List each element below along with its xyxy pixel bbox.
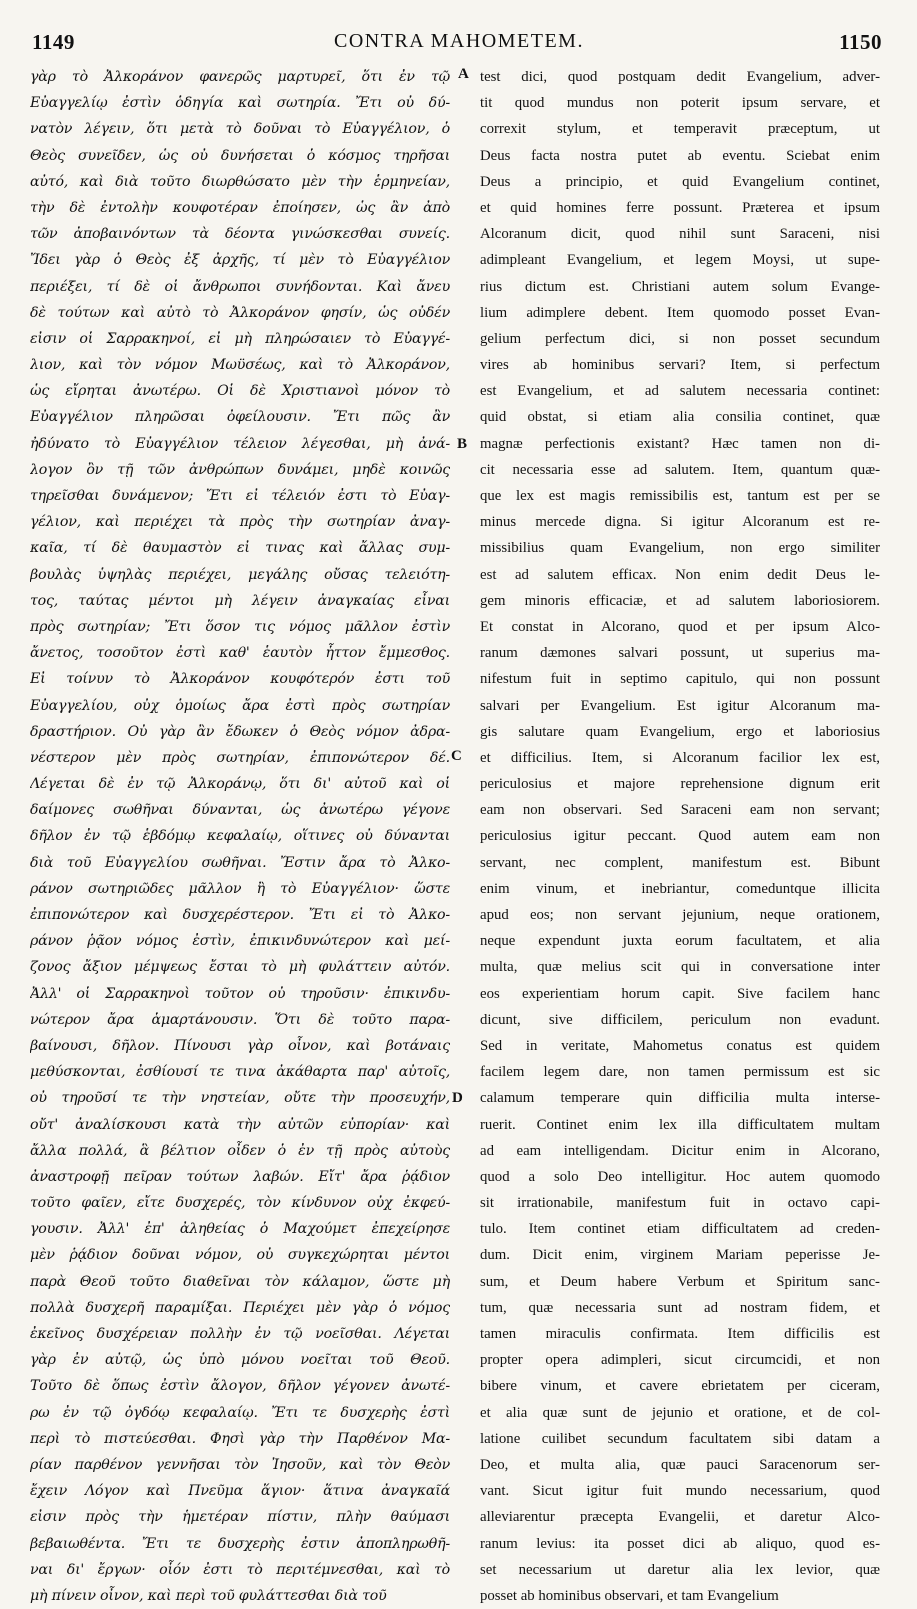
latin-text-line: Deus facta nostra putet ab eventu. Sciebat enim [480,147,880,164]
greek-text-line: πολλὰ δυσχερῆ παραμίξαι. Περιέχει μὲν γὰρ ὁ νόμος [30,1299,450,1316]
latin-text-line: facilem legem dare, non tamen permissum est sic [480,1064,880,1081]
page-number-right: 1150 [839,30,882,54]
greek-text-line: ἐπιπονώτερον καὶ δυσχερέστερον. Ἔτι εἰ τὸ Ἀλκο- [30,907,450,923]
latin-text-line: Et constat in Alcorano, quod et per ipsum Alco- [480,618,880,635]
greek-text-line: γὰρ ἐν αὐτῷ, ὡς ὑπὸ μόνου νοεῖται τοῦ Θεοῦ. [30,1352,450,1369]
greek-text-line: Θεὸς συνεῖδεν, ὡς οὐ δυνήσεται ὁ κόσμος τηρῆσαι [30,147,450,164]
margin-letter-b: B [457,436,468,452]
latin-text-line: adimpleant Evangelium, et legem Moysi, ut supe- [480,252,880,269]
latin-text-line: sit irrationabile, manifestum fuit in octavo capi- [480,1195,880,1212]
latin-text-line: apud eos; non servant jejunium, neque orationem, [480,907,880,923]
latin-text-line: dum. Dicit enim, virginem Mariam peperisse Je- [480,1247,880,1264]
greek-text-line: παρὰ Θεοῦ τοῦτο διαθεῖναι τὸν κάλαμον, ὥστε μὴ [30,1273,450,1290]
latin-text-line: neque expendunt juxta eorum facultatem, et alia [480,933,880,950]
greek-text-line: ὡς εἴρηται ἀνωτέρω. Οἱ δὲ Χριστιανοὶ μόνον τὸ [30,383,450,400]
latin-text-line: eos experientiam horum capit. Sive facilem hanc [480,985,880,1002]
greek-text-line: καῖα, τί δὲ θαυμαστὸν εἰ τινας καὶ ἄλλας συμ- [30,540,450,557]
greek-text-line: μὴ πίνειν οἶνον, καὶ περὶ τοῦ φυλάττεσθαι διὰ τοῦ [30,1587,387,1604]
latin-text-line: minus mercede digna. Si igitur Alcoranum est re- [480,514,880,531]
latin-text-line: et alia quæ sunt de jejunio et oratione, et de col- [480,1404,880,1421]
latin-text-line: tamen miraculis confirmata. Item difficilis est [480,1326,880,1342]
greek-text-line: οὔτ' ἀναλίσκουσι κατὰ τὴν αὐτῶν εὐπορίαν· καὶ [30,1116,450,1133]
latin-text-line: enim vinum, et inebriantur, comeduntque illicita [480,880,880,897]
latin-text-line: et difficilius. Item, si Alcoranum facilior lex est, [480,749,880,766]
greek-text-line: ἄλλα πολλά, ἃ βέλτιον οἶδεν ὁ ἐν τῇ πρὸς αὐτοὺς [30,1142,450,1159]
latin-text-line: gem minoris efficaciæ, et ad salutem laboriosiorem. [480,592,880,609]
latin-text-line: periculosius et majore reprehensione dignum erit [480,776,880,793]
latin-text-line: gelium perfectum dici, si non posset secundum [480,330,880,347]
greek-text-line: ζονος ἄξιον μέμψεως ἔσται τὸ μὴ φυλάττειν αὐτόν. [30,959,450,976]
greek-text-line: νώτερον ἄρα ἁμαρτάνουσιν. Ὅτι δὲ τοῦτο παρα- [30,1011,450,1028]
greek-text-line: νέστερον μὲν πρὸς σωτηρίαν, ἐπιπονώτερον δέ. [30,749,450,766]
latin-text-line: tit quod mundus non poterit ipsum servare, et [480,95,880,112]
greek-text-line: ἀναστροφῇ πεῖραν τούτων λαβών. Εἴτ' ἄρα ῥᾴδιον [30,1168,450,1185]
latin-text-line: ranum levius: ita posset dici ab aliquo, quod es- [480,1535,880,1552]
latin-text-line: est Evangelium, et ad salutem necessaria continet: [480,383,880,400]
greek-text-line: πρὸς σωτηρίαν; Ἔτι ὅσον τις νόμος μᾶλλον ἐστὶν [30,618,450,635]
greek-text-line: διὰ τοῦ Εὐαγγελίου σωθῆναι. Ἔστιν ἄρα τὸ Ἀλκο- [30,854,450,871]
greek-text-line: ρω ἐν τῷ ὀγδόῳ κεφαλαίῳ. Ἔτι τε δυσχερὴς ἐστὶ [30,1404,450,1421]
greek-text-line: περιέξει, τί δὲ οἱ ἄνθρωποι συνήδονται. Καὶ ἄνευ [30,278,450,295]
greek-text-line: ράνον ῥᾷον νόμος ἐστὶν, ἐπικινδυνώτερον καὶ μεί- [30,933,450,950]
latin-text-line: vires ab hominibus servari? Item, si perfectum [480,357,880,374]
latin-text-line: alleviarentur præcepta Evangelii, et daretur Alco- [480,1509,880,1526]
latin-text-line: quod a solo Deo intelligitur. Hoc autem quomodo [480,1168,880,1185]
latin-text-line: Alcoranum dicit, quod nihil sunt Saraceni, nisi [480,226,880,243]
latin-text-line: missibilius quam Evangelium, non ergo similiter [480,540,880,557]
latin-text-line: eam non observari. Sed Saraceni eam non servant; [480,802,880,819]
latin-text-line: posset ab hominibus observari, et tam Evangelium [480,1587,779,1604]
greek-text-line: γουσιν. Ἀλλ' ἐπ' ἀληθείας ὁ Μαχούμετ ἐπεχείρησε [30,1221,450,1238]
greek-text-line: Εὐαγγελίῳ ἐστὶν ὁδηγία καὶ σωτηρία. Ἔτι οὐ δύ- [30,95,450,112]
greek-text-line: οὐ τηροῦσί τε τὴν νηστείαν, οὔτε τὴν προσευχήν, [30,1090,450,1107]
greek-text-line: εἰσιν πρὸς τὴν ἡμετέραν πίστιν, πλὴν θαύμασι [30,1509,450,1526]
greek-text-line: Εὐαγγέλιον πληρῶσαι ὀφείλουσιν. Ἔτι πῶς ἂν [30,409,450,426]
greek-text-line: τῶν ἀποβαινόντων τὰ δέοντα γινώσκεσθαι συνείς. [30,226,450,243]
latin-text-line: nifestum fuit in septimo capitulo, qui non possunt [480,671,880,688]
latin-text-line: cit necessaria esse ad salutem. Item, quantum quæ- [480,461,880,478]
greek-text-line: Λέγεται δὲ ἐν τῷ Ἀλκοράνῳ, ὅτι δι' αὐτοῦ καὶ οἱ [30,776,450,793]
greek-text-line: λιον, καὶ τὸν νόμον Μωϋσέως, καὶ τὸ Ἀλκοράνον, [30,357,450,374]
latin-text-line: rius dictum est. Christiani autem solum Evange- [480,278,880,295]
latin-text-line: latione cuilibet secundum facultatem sibi datam a [480,1430,880,1447]
latin-text-line: vant. Sicut igitur fuit mundo necessarium, quod [480,1483,880,1500]
latin-text-line: test dici, quod postquam dedit Evangelium, adver- [480,69,880,85]
greek-text-line: τος, ταύτας μέντοι μὴ λέγειν ἀναγκαίας εἶναι [30,592,450,609]
greek-text-line: τηρεῖσθαι δυνάμενον; Ἔτι εἰ τέλειόν ἐστι τὸ Εὐαγ- [30,488,450,504]
greek-text-line: Ἴδει γὰρ ὁ Θεὸς ἐξ ἀρχῆς, τί μὲν τὸ Εὐαγγέλιον [30,252,450,269]
greek-text-line: βουλὰς ὑψηλὰς περιέχει, μεγάλης οὔσας τελειότη- [30,566,450,583]
greek-text-line: δαίμονες σωθῆναι δύνανται, ὡς ἀνωτέρω γέγονε [30,802,450,819]
latin-text-line: salvari per Evangelium. Est igitur Alcoranum ma- [480,697,880,714]
greek-text-line: λογον ὂν τῇ τῶν ἀνθρώπων δυνάμει, μηδὲ κοινῶς [30,461,450,478]
latin-text-line: lium adimplere debent. Item quomodo posset Evan- [480,304,880,321]
greek-text-line: βεβαιωθέντα. Ἔτι τε δυσχερὴς ἐστιν ἀποπληρωθῆ- [30,1535,450,1552]
greek-column [30,64,450,1609]
greek-text-line: ναι δι' ἔργων· οἷόν ἐστι τὸ περιτέμνεσθαι, καὶ τὸ [30,1561,450,1578]
greek-text-line: εἰσιν οἱ Σαρρακηνοί, εἰ μὴ πληρώσαιεν τὸ Εὐαγγέ- [30,330,450,347]
greek-text-line: Τοῦτο δὲ ὅπως ἐστὶν ἄλογον, δῆλον γέγονεν ἀνωτέ- [30,1378,450,1395]
page-number-left: 1149 [32,30,75,54]
latin-text-line: periculosius igitur peccant. Quod autem eam non [480,828,880,845]
latin-text-line: set necessarium ut daretur alia lex levior, quæ [480,1561,880,1578]
greek-text-line: ἠδύνατο τὸ Εὐαγγέλιον τέλειον λέγεσθαι, μὴ ἀνά- [30,435,450,452]
greek-text-line: δραστήριον. Οὐ γὰρ ἂν ἔδωκεν ὁ Θεὸς νόμον ἀδρα- [30,723,450,740]
latin-text-line: magnæ perfectionis existant? Hæc tamen non di- [480,435,880,452]
margin-letter-c: C [451,748,462,764]
latin-text-line: correxit stylum, et temperavit præceptum, ut [480,121,880,138]
latin-text-line: sum, et Deum habere Verbum et Spiritum sanc- [480,1273,880,1290]
latin-text-line: propter opera adimpleri, sicut circumcidi, et non [480,1352,880,1369]
greek-text-line: Ἀλλ' οἱ Σαρρακηνοὶ τοῦτον οὐ τηροῦσιν· ἐπικινδυ- [30,985,450,1002]
latin-text-line: servant, nec complent, manifestum est. Bibunt [480,854,880,871]
greek-text-line: ἐκεῖνος δυσχέρειαν πολλὴν ἐν τῷ νοεῖσθαι. Λέγεται [30,1326,450,1342]
greek-text-line: αὐτό, καὶ διὰ τοῦτο διωρθώσατο μὲν τὴν ἑρμηνείαν, [30,173,450,190]
latin-text-line: Deus a principio, et quid Evangelium continet, [480,173,880,190]
greek-text-line: δῆλον ἐν τῷ ἑβδόμῳ κεφαλαίῳ, οἵτινες οὐ δύνανται [30,828,450,845]
greek-text-line: νατὸν λέγειν, ὅτι μετὰ τὸ δοῦναι τὸ Εὐαγγέλιον, ὁ [30,121,450,138]
latin-text-line: ranum dæmones salvari possunt, ut superius ma- [480,645,880,662]
latin-text-line: multa, quæ melius scit qui in conversatione inter [480,959,880,976]
greek-text-line: περὶ τὸ πιστεύεσθαι. Φησὶ γὰρ τὴν Παρθένον Μα- [30,1430,450,1447]
latin-text-line: Deo, et multa alia, quæ pauci Saracenorum ser- [480,1456,880,1473]
greek-text-line: τοῦτο φαῖεν, εἴτε δυσχερές, τὸν κίνδυνον οὐχ ἐκφεύ- [30,1195,450,1212]
greek-text-line: ράνον σωτηριῶδες μᾶλλον ἢ τὸ Εὐαγγέλιον· ὥστε [30,880,450,897]
greek-text-line: μεθύσκονται, ἐσθίουσί τε τινα ἀκάθαρτα παρ' αὐτοῖς, [30,1064,450,1081]
latin-text-line: ruerit. Continet enim lex illa difficultatem multam [480,1116,880,1133]
latin-text-line: tum, quæ necessaria sunt ad nostram fidem, et [480,1299,880,1316]
latin-text-line: tulo. Item continet etiam difficultatem ad creden- [480,1221,880,1238]
greek-text-line: Εὐαγγελίου, οὐχ ὁμοίως ἄρα ἐστὶ πρὸς σωτηρίαν [30,697,450,714]
latin-text-line: que lex est magis remissibilis est, tantum est per se [480,488,880,504]
latin-text-line: est ad salutem efficax. Non enim dedit Deus le- [480,566,880,583]
greek-text-line: ἔχειν Λόγον καὶ Πνεῦμα ἅγιον· ἅτινα ἀναγκαῖά [30,1483,450,1500]
latin-text-line: bibere vinum, et cavere ebrietatem per ciceram, [480,1378,880,1395]
greek-text-line: ρίαν παρθένον γεννῆσαι τὸν Ἰησοῦν, καὶ τὸν Θεὸν [30,1456,450,1473]
greek-text-line: ἄνετος, τοσοῦτον ἐστὶ καθ' ἑαυτὸν ἧττον ἔμμεσθος. [30,645,450,662]
greek-text-line: μὲν ῥᾴδιον δοῦναι νόμον, οὐ συγκεχώρηται μέντοι [30,1247,450,1264]
greek-text-line: γὰρ τὸ Ἀλκοράνον φανερῶς μαρτυρεῖ, ὅτι ἐν τῷ [30,69,450,85]
latin-text-line: ad eam intelligendam. Dicitur enim in Alcorano, [480,1142,880,1159]
running-title: CONTRA MAHOMETEM. [334,30,584,52]
latin-text-line: Sed in veritate, Mahometus conatus est quidem [480,1037,880,1054]
greek-text-line: Εἰ τοίνυν τὸ Ἀλκοράνον κουφότερόν ἐστι τοῦ [30,671,450,688]
latin-text-line: gis salutare quam Evangelium, ergo et laboriosius [480,723,880,740]
latin-column [480,64,880,1609]
page-header [30,30,888,60]
greek-text-line: βαίνουσι, δῆλον. Πίνουσι γὰρ οἶνον, καὶ βοτάναις [30,1037,450,1054]
greek-text-line: γέλιον, καὶ περιέχει τὰ πρὸς τὴν σωτηρίαν ἀναγ- [30,514,450,531]
latin-text-line: quid obstat, si etiam alia consilia continet, quæ [480,409,880,426]
margin-letter-d: D [452,1090,463,1106]
greek-text-line: τὴν δὲ ἐντολὴν κουφοτέραν ἐποίησεν, ὡς ἂν ἀπὸ [30,199,450,216]
latin-text-line: et quid homines ferre possunt. Præterea et ipsum [480,199,880,216]
latin-text-line: dicunt, sive difficilem, periculum non evadunt. [480,1011,880,1028]
greek-text-line: δὲ τούτων καὶ αὐτὸ τὸ Ἀλκοράνον φησίν, ὡς οὐδέν [30,304,450,321]
margin-letter-a: A [458,66,469,82]
latin-text-line: calamum temperare quin difficilia multa interse- [480,1090,880,1107]
